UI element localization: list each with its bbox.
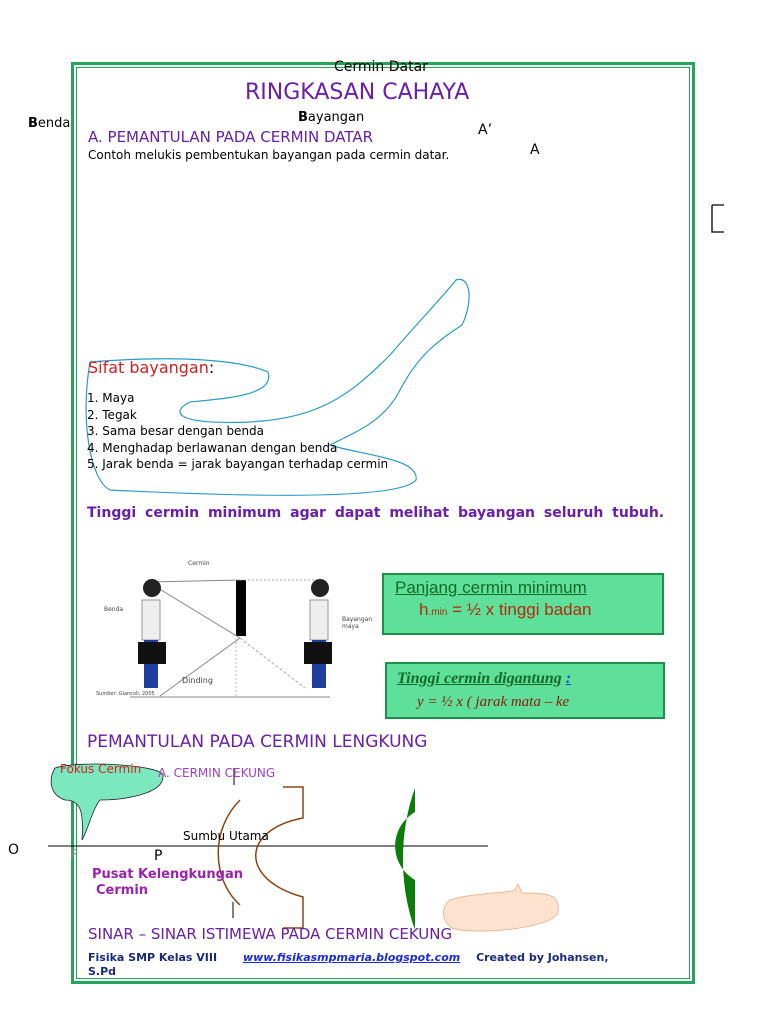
cekung-label: A. CERMIN CEKUNG: [158, 766, 276, 780]
sifat-heading: Sifat bayangan:: [88, 358, 215, 377]
figure-label-dinding: Dinding: [182, 676, 213, 685]
footer-right-2: S.Pd: [88, 965, 117, 978]
list-item: 4. Menghadap berlawanan dengan benda: [87, 440, 338, 455]
list-item: 5. Jarak benda = jarak bayangan terhadap cermin: [87, 457, 389, 471]
figure-source: Sumber: Giancoli, 2005: [96, 691, 155, 697]
list-item: 3. Sama besar dengan benda: [87, 424, 265, 438]
bracket-icon: [712, 205, 724, 232]
label-a-prime: A’: [478, 122, 493, 138]
person-benda: [138, 579, 166, 688]
footer: [88, 951, 609, 964]
label-o: O: [8, 842, 20, 858]
mirror-figure: [96, 560, 373, 700]
list-item: 1. Maya: [87, 391, 135, 405]
label-cermin-datar: Cermin Datar: [334, 59, 428, 75]
sifat-list: [87, 390, 388, 473]
sinar-heading: SINAR – SINAR ISTIMEWA PADA CERMIN CEKUNG: [88, 925, 453, 943]
concave-mirror-arc: [218, 800, 240, 905]
figure-label-bayangan: Bayangan maya: [342, 616, 373, 630]
footer-link[interactable]: www.fisikasmpmaria.blogspot.com: [242, 951, 461, 964]
pusat-label-1: Pusat Kelengkungan: [92, 867, 244, 882]
section-a-intro: Contoh melukis pembentukan bayangan pada cermin datar.: [88, 148, 450, 162]
page-title: RINGKASAN CAHAYA: [245, 80, 470, 105]
label-a: A: [530, 142, 540, 158]
figure-label-benda: Benda: [104, 606, 124, 613]
footer-right: Created by Johansen,: [476, 951, 609, 964]
tinggi-digantung-box: Tinggi cermin digantung : y = ½ x ( jarak mata – ke: [385, 662, 665, 719]
panjang-cermin-box: Panjang cermin minimum h.min = ½ x tinggi badan: [382, 573, 664, 635]
fokus-label: Fokus Cermin: [60, 762, 142, 776]
list-item: 2. Tegak: [87, 407, 137, 422]
label-f: F: [70, 848, 78, 863]
green-c-shape: [395, 788, 415, 930]
label-benda: Benda: [28, 116, 71, 131]
pusat-label-2: Cermin: [96, 883, 149, 898]
footer-left: Fisika SMP Kelas VIII: [88, 951, 218, 964]
mirror-bracket-shape: [256, 787, 303, 928]
person-bayangan: [304, 579, 332, 688]
sumbu-label: Sumbu Utama: [183, 829, 269, 843]
callout-peach: [444, 884, 559, 931]
figure-label-cermin: Cermin: [188, 560, 210, 567]
label-p: P: [154, 848, 163, 864]
tinggi-heading: Tinggi cermin minimum agar dapat melihat bayangan seluruh tubuh.: [87, 505, 665, 521]
lengkung-heading: PEMANTULAN PADA CERMIN LENGKUNG: [87, 732, 428, 752]
label-bayangan: Bayangan: [298, 110, 365, 125]
section-a-heading: A. PEMANTULAN PADA CERMIN DATAR: [88, 128, 374, 146]
